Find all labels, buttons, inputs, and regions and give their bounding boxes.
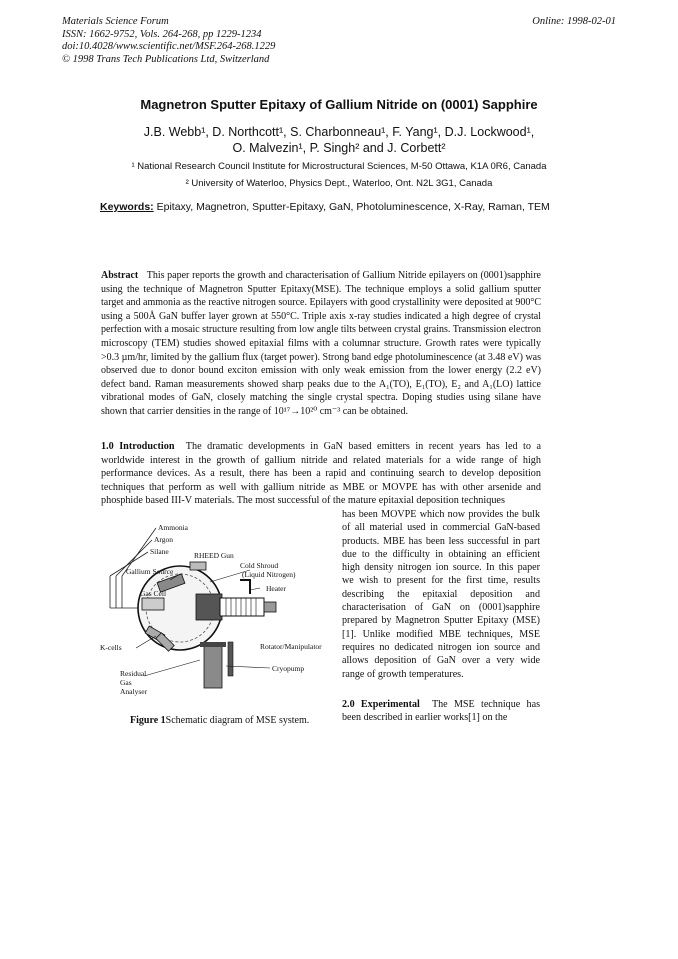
abstract-text: This paper reports the growth and characterisation of Gallium Nitride epilayers on (0001)sapphire using the technique of Magnetron Sputter Epitaxy(MSE). The technique employs a solid gallium sputter target and ammonia as the reactive nitrogen source. Epilayers with good crystallinity were deposited at 900°C using a 500Å GaN buffer layer grown at 550°C. Triple axis x-ray studies indicated a high degree of crystal perfection with a mosaic structure resulting from low angle tilts between crystal grains. Transmission electron microscopy (TEM) studies showed epitaxial films with a columnar structure. Growth rates were typically >0.3 µm/hr, limited by the gallium flux (target power). Strong band edge photoluminescence (at 3.48 eV) was observed due to donor bound exciton emission with only weak emission from the lower energy (2.2 eV) defect band. Raman measurements showed sharp peaks due to the A₁(TO), E₁(TO), E₂ and A₁(LO) lattice vibrational modes of GaN, closely matching the single crystal spectra. Doping studies using silane have shown that carrier densities in the range of 10¹⁷→10²⁰ cm⁻³ can be obtained. bbox=[101, 270, 541, 417]
label-gas: Gas bbox=[120, 678, 132, 687]
journal-name: Materials Science Forum bbox=[62, 16, 169, 27]
online-date: Online: 1998-02-01 bbox=[532, 16, 616, 27]
label-ammonia: Ammonia bbox=[158, 523, 188, 532]
affiliation-2: ² University of Waterloo, Physics Dept., Waterloo, Ont. N2L 3G1, Canada bbox=[185, 178, 493, 189]
mse-schematic-diagram bbox=[100, 518, 336, 700]
manipulator-flange bbox=[264, 602, 276, 612]
figure-caption-text: Schematic diagram of MSE system. bbox=[165, 715, 310, 726]
introduction-text: The dramatic developments in GaN based emitters in recent years has led to a worldwide interest in the growth of gallium nitride and related materials for a wide range of high performance devices. As a result, there has been a rapid and continuing search to develop deposition techniques that perform as well with gallium nitride as MBE or MOVPE has with other arsenide and phosphide based III-V materials. The most successful of the mature epitaxial deposition techniques bbox=[101, 441, 541, 507]
mse-schematic-figure bbox=[100, 518, 336, 700]
label-gas-cell: Gas Cell bbox=[140, 589, 167, 598]
figure-caption-label: Figure 1 bbox=[130, 715, 166, 726]
introduction-continued: has been MOVPE which now provides the bulk of all material used in commercial GaN-based products. MBE has been less successful in part due to the difficulty in obtaining an efficient high density nitrogen ion source. In this paper we wish to present for the first time, results describing the epitaxial deposition and characterisation of GaN on (0001)sapphire prepared by Magnetron Sputter Epitaxy (MSE)[1]. Unlike modified MBE techniques, MSE requires no dedicated nitrogen ion source and allows deposition of GaN over a very wide range of growth temperatures. bbox=[342, 509, 540, 680]
label-k-cells: K-cells bbox=[100, 643, 122, 652]
authors-line-2: O. Malvezin¹, P. Singh² and J. Corbett² bbox=[232, 141, 446, 155]
label-heater: Heater bbox=[266, 584, 286, 593]
rheed-gun bbox=[190, 562, 206, 570]
keywords-label: Keywords: bbox=[100, 201, 154, 213]
copyright-line: © 1998 Trans Tech Publications Ltd, Switzerland bbox=[62, 53, 270, 65]
label-gallium-source: Gallium Source bbox=[126, 567, 174, 576]
introduction-section bbox=[101, 440, 541, 508]
cryopump-flange bbox=[200, 642, 226, 647]
label-argon: Argon bbox=[154, 535, 174, 544]
substrate-heater bbox=[196, 594, 222, 620]
label-rheed-gun: RHEED Gun bbox=[194, 551, 234, 560]
paper-title: Magnetron Sputter Epitaxy of Gallium Nitride on (0001) Sapphire bbox=[140, 97, 538, 112]
experimental-heading: 2.0 Experimental bbox=[342, 699, 420, 710]
doi-link[interactable]: doi:10.4028/www.scientific.net/MSF.264-268.1229 bbox=[62, 41, 276, 52]
keywords bbox=[100, 201, 550, 213]
introduction-heading: 1.0 Introduction bbox=[101, 441, 175, 452]
experimental-section bbox=[342, 698, 540, 725]
author-list bbox=[0, 124, 678, 156]
support-post bbox=[228, 642, 233, 676]
heater-bracket bbox=[240, 580, 250, 594]
rotator-manipulator bbox=[220, 598, 264, 616]
label-silane: Silane bbox=[150, 547, 169, 556]
label-liquid-nitrogen: (Liquid Nitrogen) bbox=[242, 570, 296, 579]
cryopump bbox=[204, 644, 222, 688]
figure-caption bbox=[130, 715, 309, 726]
gas-cell bbox=[142, 598, 164, 610]
journal-header bbox=[62, 16, 275, 66]
issn-line: ISSN: 1662-9752, Vols. 264-268, pp 1229-1234 bbox=[62, 28, 262, 40]
abstract-section bbox=[101, 269, 541, 419]
keywords-text: Epitaxy, Magnetron, Sputter-Epitaxy, GaN, Photoluminescence, X-Ray, Raman, TEM bbox=[156, 201, 550, 213]
experimental-text: The MSE technique has been described in earlier works[1] on the bbox=[342, 699, 541, 724]
authors-line-1: J.B. Webb¹, D. Northcott¹, S. Charbonneau¹, F. Yang¹, D.J. Lockwood¹, bbox=[143, 125, 535, 139]
label-rotator-manipulator: Rotator/Manipulator bbox=[260, 642, 322, 651]
label-cryopump: Cryopump bbox=[272, 664, 305, 673]
affiliation-1: ¹ National Research Council Institute for Microstructural Sciences, M-50 Ottawa, K1A 0R6, Canada bbox=[131, 161, 547, 172]
abstract-heading: Abstract bbox=[101, 270, 139, 281]
label-cold-shroud: Cold Shroud bbox=[240, 561, 279, 570]
label-residual: Residual bbox=[120, 669, 147, 678]
label-analyser: Analyser bbox=[120, 687, 148, 696]
